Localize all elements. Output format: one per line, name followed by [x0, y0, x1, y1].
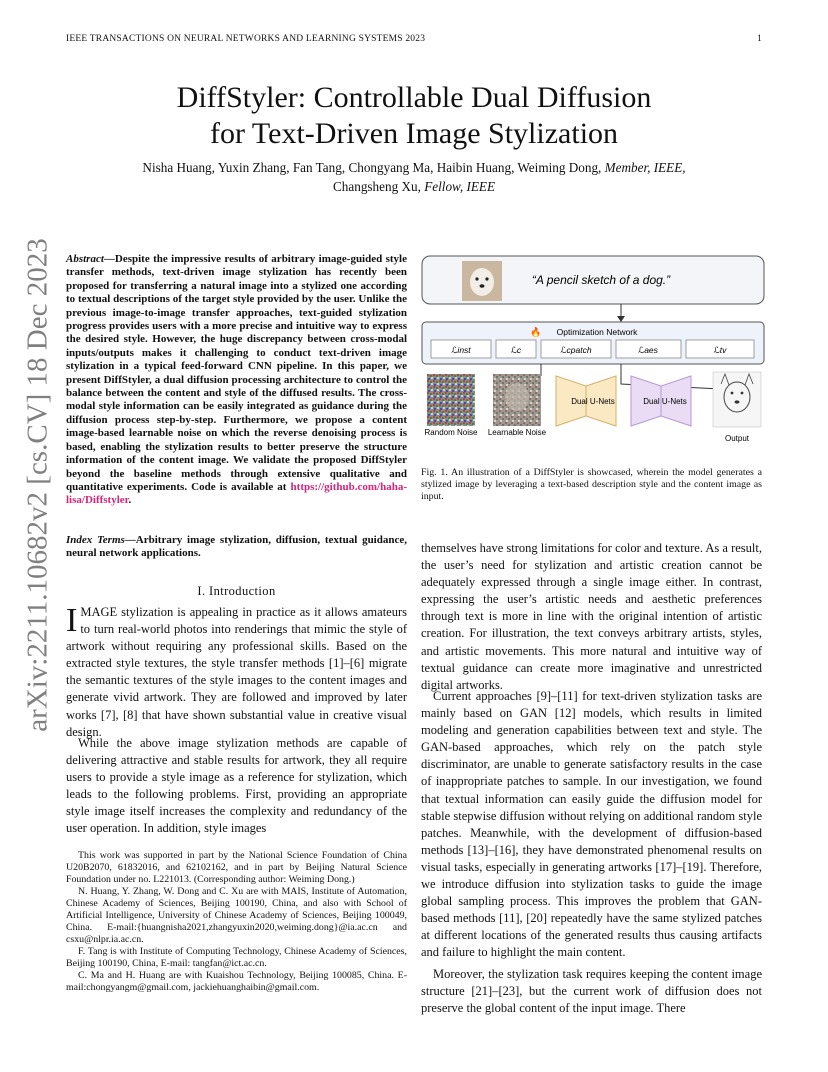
author-member: Member, IEEE, [604, 160, 686, 175]
authors-line-2: Changsheng Xu, [332, 179, 421, 194]
flame-icon: 🔥 [530, 327, 542, 337]
loss-cpatch: ℒcpatch [560, 345, 592, 355]
author-fellow: Fellow, IEEE [424, 179, 496, 194]
right-paragraph-1: themselves have strong limitations for color and texture. As a result, the user’s need for stylization and artistic creation cannot be adequately expressed through a single image either. In contrast, expressing the user’s artistic needs and aesthetic preferences through text is more in line with the original intention of artistic creation. For illustration, the text conveys arbitrary artists, styles, and artistic movements. This more natural and intuitive way of textual guidance can create more imaginative and unrestricted digital artworks. [421, 541, 762, 692]
random-noise-label: Random Noise [424, 428, 478, 437]
loss-c: ℒc [510, 345, 522, 355]
index-terms-text: —Arbitrary image stylization, diffusion, textual guidance, neural network applications. [66, 534, 407, 560]
text-prompt: “A pencil sketch of a dog.” [531, 273, 671, 287]
index-terms-label: Index Terms [66, 534, 125, 546]
intro-paragraph-1 [66, 604, 407, 741]
intro-paragraph-2: While the above image stylization methods are capable of delivering attractive and stable results for artwork, they all require users to provide a style image as a reference for stylization, which leads to the following problems. First, providing an appropriate style image itself increases the complexity and redundancy of the user operation. In addition, style images [66, 736, 407, 836]
footnotes [66, 850, 407, 994]
author-list [60, 158, 768, 196]
title-line-2: for Text-Driven Image Stylization [209, 117, 619, 150]
loss-tv: ℒtv [713, 345, 727, 355]
learnable-noise-label: Learnable Noise [487, 428, 547, 437]
loss-boxes [431, 340, 754, 358]
footnote: C. Ma and H. Huang are with Kuaishou Technology, Beijing 100085, China. E-mail:chongyangm@gmail.com, jackiehuanghaibin@gmail.com. [66, 970, 407, 993]
title-line-1: DiffStyler: Controllable Dual Diffusion [176, 81, 652, 114]
arxiv-id: arXiv:2211.10682v2 [cs.CV] 18 Dec 2023 [21, 238, 54, 732]
network-label: Optimization Network [556, 327, 638, 337]
intro-p1-text: MAGE stylization is appealing in practice as it allows amateurs to turn real-world photos into renderings that mimic the style of artwork without requiring any professional skills. Based on the extracted style textures, the style transfer methods [1]–[6] migrate the semantic textures of the style images to the content images and generate vivid artwork. They are followed and improved by later works [7], [8] that have shown substantial value in creative visual design. [66, 605, 407, 739]
running-header [66, 34, 762, 44]
figure-caption: Fig. 1. An illustration of a DiffStyler is showcased, wherein the model generates a stylized image by leveraging a text-based description style and the content image as input. [421, 467, 762, 503]
loss-aes: ℒaes [638, 345, 658, 355]
abstract-label: Abstract [66, 253, 104, 265]
footnote: N. Huang, Y. Zhang, W. Dong and C. Xu are with MAIS, Institute of Automation, Chinese Academy of Sciences, Beijing 100190, China, and also with School of Artificial Intelligence, University of Chinese Academy of Sciences, Beijing 100049, China. E-mail:{huangnisha2021,zhangyuxin2020,weiming.dong}@ia.ac.cn and csxu@nlpr.ia.ac.cn. [66, 886, 407, 945]
index-terms [66, 534, 407, 561]
dual-unets-label-2: Dual U-Nets [643, 397, 687, 406]
abstract-text: —Despite the impressive results of arbitrary image-guided style transfer methods, text-driven image stylization has recently been proposed for transferring a natural image into a stylized one according to textual descriptions of the target style provided by the user. Unlike the previous image-to-image transfer approaches, text-guided stylization progress provides users with a more precise and intuitive way to express the desired style. However, the huge discrepancy between cross-modal inputs/outputs makes it challenging to conduct text-driven image stylization in a typical feed-forward CNN pipeline. In this paper, we present DiffStyler, a dual diffusion processing architecture to control the balance between the content and style of the diffused results. The cross-modal style information can be easily integrated as guidance during the diffusion process step-by-step. Furthermore, we propose a content image-based learnable noise on which the reverse denoising process is based, enabling the stylization results to better preserve the structure information of the content image. We validate the proposed DiffStyler beyond the baseline methods through extensive qualitative and quantitative experiments. Code is available at [66, 253, 407, 493]
dual-unets-label-1: Dual U-Nets [571, 397, 615, 406]
random-noise-image [427, 374, 475, 426]
section-heading: I. Introduction [197, 584, 276, 598]
right-paragraph-3: Moreover, the stylization task requires keeping the content image structure [21]–[23], but the current work of diffusion does not preserve the global content of the input image. There [421, 967, 762, 1016]
right-paragraph-2: Current approaches [9]–[11] for text-driven stylization tasks are mainly based on GAN [12] models, which results in limited modeling and generation capabilities between text and style. The GAN-based approaches, which rely on the patch style discriminator, are unable to generate satisfactory results in the case of inappropriate patches to sample. In our investigation, we found that textual information can easily guide the diffusion model for stable stepwise diffusion without relying on additional random style patches. Meanwhile, with the development of diffusion-based methods [13]–[16], they have demonstrated phenomenal results on visual tasks, especially in generating artworks [17]–[19]. Therefore, we introduce diffusion into stylization tasks to guide the image global sampling process. This improves the problem that GAN-based methods [11], [20] repeatedly have the same stylized patches at different locations of the generated results thus causing artifacts and failure to highlight the main content. [421, 689, 762, 960]
authors-line-1: Nisha Huang, Yuxin Zhang, Fan Tang, Chongyang Ma, Haibin Huang, Weiming Dong, [142, 160, 602, 175]
code-link[interactable]: https://github.com/haha-lisa/Diffstyler [66, 480, 407, 507]
abstract: Abstract—Despite the impressive results of arbitrary image-guided style transfer methods, text-driven image stylization has recently been proposed for transferring a natural image into a stylized one according to textual descriptions of the target style provided by the user. Unlike the previous image-to-image transfer approaches, text-guided stylization progress provides users with a more precise and intuitive way to express the desired style. However, the huge discrepancy between cross-modal inputs/outputs makes it challenging to conduct text-driven image stylization in a typical feed-forward CNN pipeline. In this paper, we present DiffStyler, a dual diffusion processing architecture to control the balance between the content and style of the diffused results. The cross-modal style information can be easily integrated as guidance during the diffusion process step-by-step. Furthermore, we propose a content image-based learnable noise on which the reverse denoising process is based, enabling the stylization results to better preserve the structure information of the content image. We validate the proposed DiffStyler beyond the baseline methods through extensive qualitative and quantitative experiments. Code is available at https://github.com/haha-lisa/Diffstyler. [66, 253, 407, 507]
arxiv-watermark [20, 238, 56, 732]
drop-cap: I [66, 602, 78, 639]
footnote: F. Tang is with Institute of Computing Technology, Chinese Academy of Sciences, Beijing 100190, China, E-mail: tangfan@ict.ac.cn. [66, 946, 407, 969]
loss-inst: ℒinst [451, 345, 471, 355]
journal-name: IEEE TRANSACTIONS ON NEURAL NETWORKS AND LEARNING SYSTEMS 2023 [66, 34, 426, 44]
output-sketch [713, 372, 761, 427]
page-number: 1 [757, 34, 762, 44]
paper-title [0, 80, 828, 152]
dog-face [470, 268, 494, 296]
output-label: Output [724, 434, 750, 443]
figure-1 [421, 254, 766, 454]
footnote: This work was supported in part by the National Science Foundation of China U20B2070, 61832016, and 62102162, and in part by Beijing Natural Science Foundation under no. L221013. (Corresponding author: Weiming Dong.) [66, 850, 407, 885]
